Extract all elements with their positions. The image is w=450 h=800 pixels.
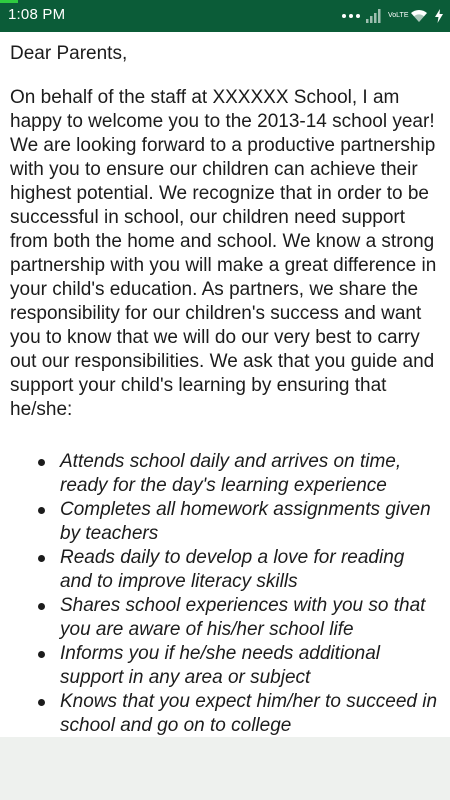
list-item: Informs you if he/she needs additional support in any area or subject — [60, 642, 440, 690]
letter-content — [10, 36, 440, 738]
bottom-panel — [0, 737, 450, 800]
more-dots-icon — [342, 14, 360, 18]
list-item: Shares school experiences with you so that you are aware of his/her school life — [60, 594, 440, 642]
letter-salutation: Dear Parents, — [10, 43, 128, 64]
status-time: 1:08 PM — [8, 6, 66, 23]
letter-body: On behalf of the staff at XXXXXX School, I am happy to welcome you to the 2013-14 school year! We are looking forward to a productive partnership with you to ensure our children can achieve their highest potential. We recognize that in order to be successful in school, our children need support from both the home and school. We know a strong partnership with you will make a great difference in your child's education. As partners, we share the responsibility for our children's success and want you to know that we will do our very best to carry out our responsibilities. We ask that you guide and support your child's learning by ensuring that he/she: — [10, 87, 437, 420]
list-item: Knows that you expect him/her to succeed in school and go on to college — [60, 690, 440, 738]
status-accent — [0, 0, 18, 3]
charging-bolt-icon — [434, 9, 444, 23]
status-icons — [342, 6, 444, 26]
expectations-list — [10, 450, 440, 738]
list-item: Reads daily to develop a love for reading and to improve literacy skills — [60, 546, 440, 594]
list-item: Attends school daily and arrives on time, ready for the day's learning experience — [60, 450, 440, 498]
wifi-icon — [410, 9, 428, 23]
status-bar — [0, 0, 450, 32]
signal-icon — [366, 9, 382, 23]
volte-icon: VoLTE — [388, 12, 409, 19]
list-item: Completes all homework assignments given by teachers — [60, 498, 440, 546]
